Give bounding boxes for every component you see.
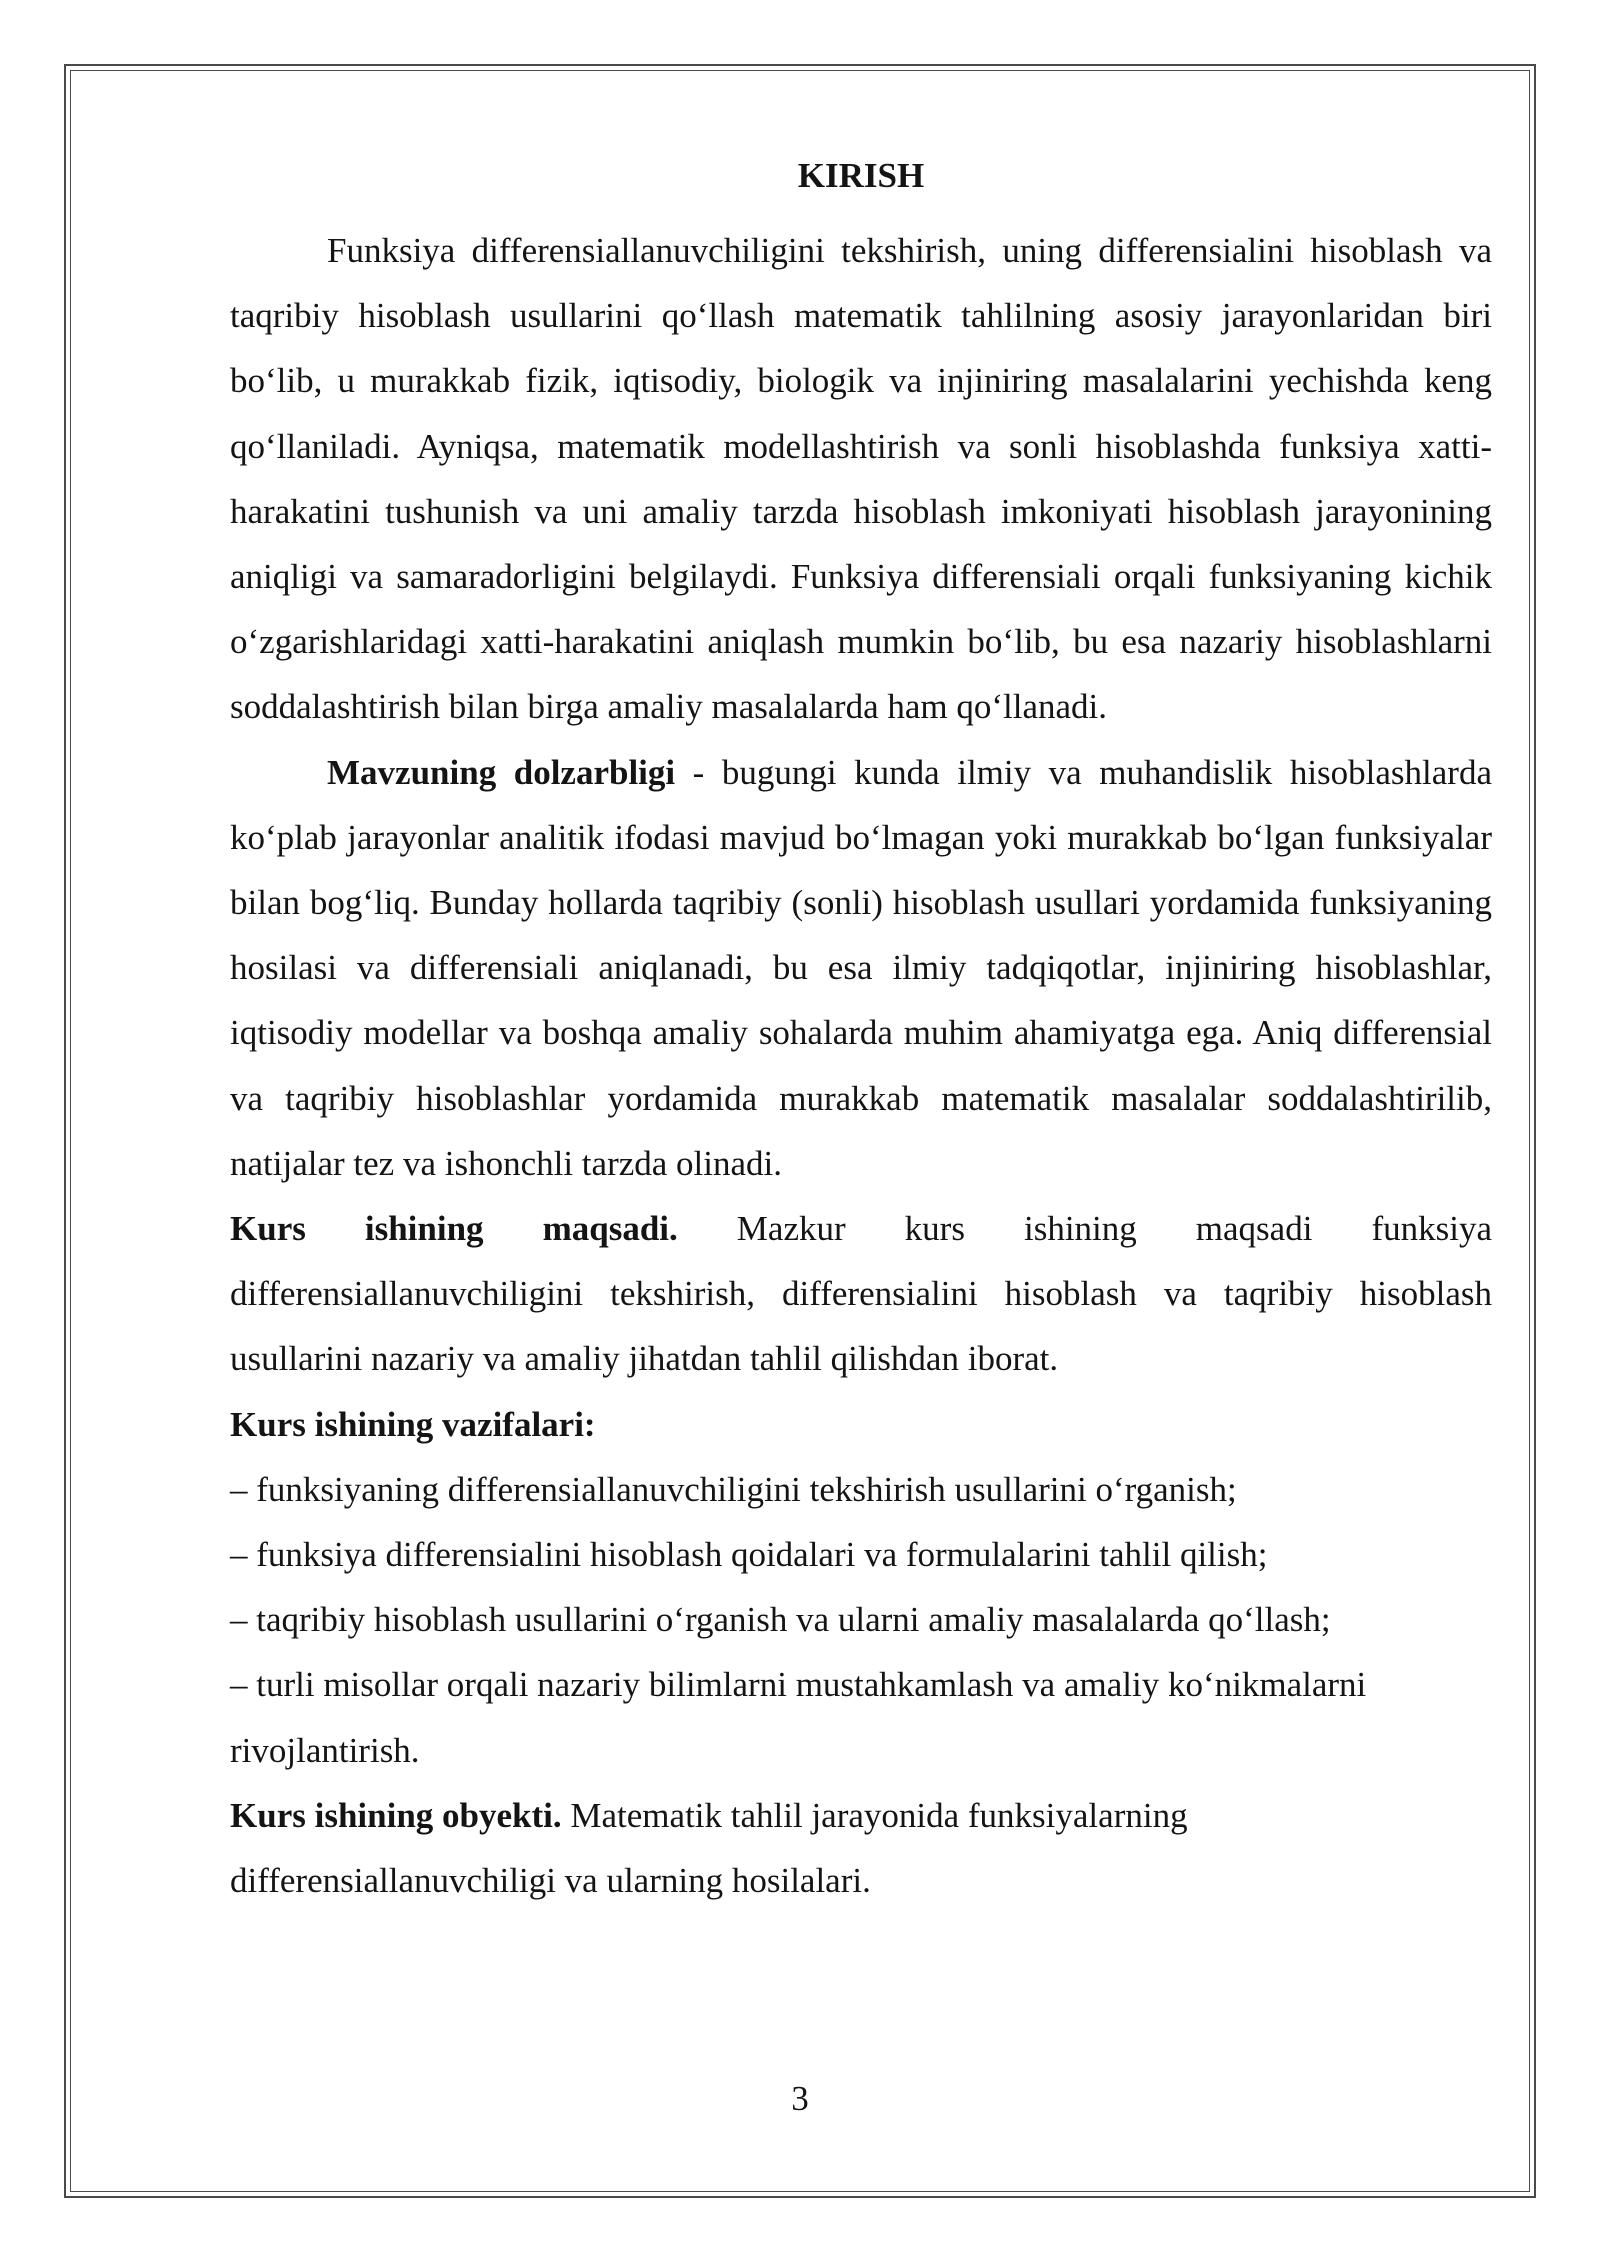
task-item: – taqribiy hisoblash usullarini o‘rganish va ularni amaliy masalalarda qo‘llash; — [230, 1600, 1331, 1640]
task-item: – funksiya differensialini hisoblash qoidalari va formulalarini tahlil qilish; — [230, 1535, 1268, 1575]
task-item: – turli misollar orqali nazariy bilimlarni mustahkamlash va amaliy ko‘nikmalarni rivojlantirish. — [230, 1665, 1367, 1770]
relevance-paragraph — [230, 740, 1492, 1196]
section-heading: KIRISH — [797, 156, 925, 195]
goal-text: Mazkur kurs ishining maqsadi funksiya differensiallanuvchiligini tekshirish, differensialini hisoblash va taqribiy hisoblash usullarini nazariy va amaliy jihatdan tahlil qilishdan iborat. — [230, 1209, 1493, 1379]
page-number: 3 — [791, 2079, 809, 2118]
tasks-title — [230, 1392, 1492, 1457]
intro-paragraph: Funksiya differensiallanuvchiligini tekshirish, uning differensialini hisoblash va taqribiy hisoblash usullarini qo‘llash matematik tahlilning asosiy jarayonlaridan biri bo‘lib, u murakkab fizik, iqtisodiy, biologik va injiniring masalalarini yechishda keng qo‘llaniladi. Ayniqsa, matematik modellashtirish va sonli hisoblashda funksiya xatti-harakatini tushunish va uni amaliy tarzda hisoblash imkoniyati hisoblash jarayonining aniqligi va samaradorligini belgilaydi. Funksiya differensiali orqali funksiyaning kichik o‘zgarishlaridagi xatti-harakatini aniqlash mumkin bo‘lib, bu esa nazariy hisoblashlarni soddalashtirish bilan birga amaliy masalalarda ham qo‘llanadi. — [230, 231, 1492, 727]
goal-title: Kurs ishining maqsadi. — [230, 1209, 678, 1249]
task-item: – funksiyaning differensiallanuvchiligini tekshirish usullarini o‘rganish; — [230, 1469, 1237, 1509]
goal-paragraph — [230, 1196, 1492, 1392]
object-title: Kurs ishining obyekti. — [230, 1795, 562, 1835]
relevance-text: - bugungi kunda ilmiy va muhandislik hisoblashlarda ko‘plab jarayonlar analitik ifodasi mavjud bo‘lmagan yoki murakkab bo‘lgan funksiyalar bilan bog‘liq. Bunday hollarda taqribiy (sonli) hisoblash usullari yordamida funksiyaning hosilasi va differensiali aniqlanadi, bu esa ilmiy tadqiqotlar, injiniring hisoblashlar, iqtisodiy modellar va boshqa amaliy sohalarda muhim ahamiyatga ega. Aniq differensial va taqribiy hisoblashlar yordamida murakkab matematik masalalar soddalashtirilib, natijalar tez va ishonchli tarzda olinadi. — [230, 752, 1492, 1183]
document-body — [230, 150, 1492, 1913]
tasks-title-text: Kurs ishining vazifalari: — [230, 1404, 596, 1444]
object-paragraph — [230, 1783, 1492, 1913]
relevance-title: Mavzuning dolzarbligi — [327, 752, 676, 792]
object-text: Matematik tahlil jarayonida funksiyalarning differensiallanuvchiligi va ularning hosilalari. — [230, 1795, 1188, 1901]
